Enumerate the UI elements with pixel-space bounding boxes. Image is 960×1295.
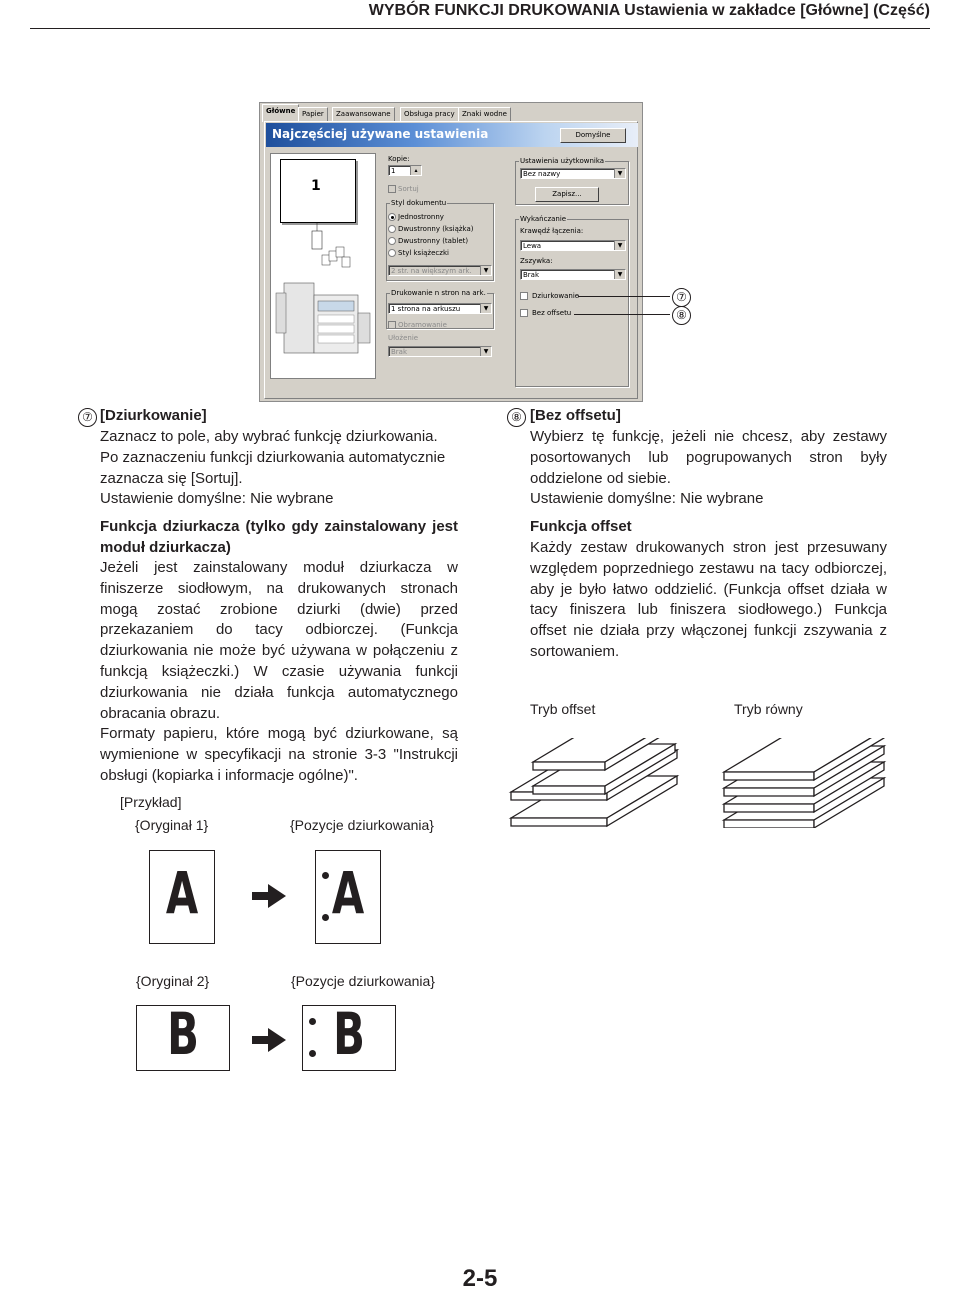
chevron-down-icon[interactable]: ▼ — [614, 270, 625, 279]
chevron-down-icon[interactable]: ▼ — [480, 347, 491, 356]
arrow-right-icon — [252, 1027, 288, 1053]
item-number-8: ⑧ — [507, 408, 526, 427]
original-2-page — [136, 1000, 230, 1071]
radio-duplex-tablet[interactable] — [388, 237, 396, 245]
original-2-label: {Oryginał 2} — [136, 973, 210, 989]
punch-positions-2-label: {Pozycje dziurkowania} — [291, 973, 435, 989]
punch-hole — [322, 872, 329, 879]
page-number: 2-5 — [462, 1265, 498, 1292]
user-settings-select[interactable] — [520, 168, 626, 179]
booklet-select[interactable] — [388, 265, 492, 276]
punched-1-page — [315, 850, 381, 944]
collate-checkbox[interactable] — [388, 185, 396, 193]
callout-leader-8 — [574, 314, 670, 315]
tab-paper[interactable]: Papier — [298, 107, 328, 121]
border-label: Obramowanie — [398, 321, 447, 329]
option-single-sided: Jednostronny — [398, 213, 444, 221]
punched-2-page — [302, 1000, 396, 1071]
offset-checkbox[interactable] — [520, 309, 528, 317]
letter-b-original: B — [167, 1000, 199, 1068]
radio-single-sided[interactable] — [388, 213, 396, 221]
printer-driver-screenshot — [259, 102, 643, 402]
staple-select[interactable] — [520, 269, 626, 280]
paper-formats-note: Formaty papieru, które mogą być dziurkowane, są wymienione w specyfikacji na stronie 3-3 "Instrukcji obsługi (kopiarka i informacje ogólne)". — [100, 725, 458, 784]
page-number: 1 — [311, 178, 321, 194]
user-settings-value: Bez nazwy — [523, 170, 561, 178]
section-title-no-offset: [Bez offsetu] — [530, 407, 621, 424]
nup-label: Drukowanie n stron na ark. — [391, 289, 486, 297]
offset-stack-illustration — [505, 738, 685, 840]
chevron-down-icon[interactable]: ▼ — [614, 241, 625, 250]
callout-8: ⑧ — [672, 306, 691, 325]
chevron-down-icon[interactable]: ▼ — [614, 169, 625, 178]
callout-leader-7 — [578, 296, 670, 297]
doc-style-label: Styl dokumentu — [391, 199, 447, 207]
chevron-down-icon[interactable]: ▼ — [480, 304, 491, 313]
binding-edge-label: Krawędź łączenia: — [520, 227, 584, 235]
letter-a-original: A — [165, 859, 199, 927]
option-duplex-book: Dwustronny (książka) — [398, 225, 474, 233]
no-offset-default: Ustawienie domyślne: Nie wybrane — [530, 490, 764, 507]
page-header-title: WYBÓR FUNKCJI DRUKOWANIA Ustawienia w zakładce [Główne] (Część) — [368, 2, 930, 19]
offset-description: Każdy zestaw drukowanych stron jest przesuwany względem poprzedniego zestawu na tacy odbiorczej, aby je było łatwo oddzielić. (Funkcja offset działa w tacy finiszera lub finiszera siodłowego.) Funkcja offset nie działa przy włączonej funkcji zszywania z sortowaniem. — [530, 539, 887, 660]
punch-default: Ustawienie domyślne: Nie wybrane — [100, 490, 334, 507]
original-1-label: {Oryginał 1} — [135, 817, 209, 833]
copies-value: 1 — [391, 167, 396, 175]
offset-subtitle: Funkcja offset — [530, 518, 632, 535]
no-offset-description: Wybierz tę funkcję, jeżeli nie chcesz, aby zestawy posortowanych lub pogrupowanych stron były oddzielone od siebie. — [530, 428, 887, 487]
user-settings-label: Ustawienia użytkownika — [520, 157, 605, 165]
binding-edge-value: Lewa — [523, 242, 542, 250]
spin-icon[interactable]: ▴ — [410, 166, 421, 175]
original-1-page — [149, 850, 215, 944]
punch-hole — [309, 1018, 316, 1025]
puncher-description: Jeżeli jest zainstalowany moduł dziurkacza w finiszerze siodłowym, na drukowanych stronach mogą zostać zrobione dziurki (dwie) przed przekazaniem do tacy odbiorczej. (Funkcja dziurkowania nie może być używana w połączeniu z funkcją książeczki.) W czasie używania funkcji dziurkowania nie działa funkcja automatycznego obracania obrazu. — [100, 559, 458, 722]
tab-main[interactable]: Główne — [262, 104, 299, 122]
even-stack-illustration — [720, 738, 890, 828]
collate-label: Sortuj — [398, 185, 419, 193]
item-number-7: ⑦ — [78, 408, 97, 427]
tab-watermarks[interactable]: Znaki wodne — [458, 107, 511, 121]
radio-booklet[interactable] — [388, 249, 396, 257]
punch-checkbox[interactable] — [520, 292, 528, 300]
staple-value: Brak — [523, 271, 540, 279]
letter-b-punched: B — [333, 1000, 365, 1068]
option-booklet: Styl książeczki — [398, 249, 449, 257]
border-checkbox[interactable] — [388, 321, 396, 329]
tab-job-handling[interactable]: Obsługa pracy — [400, 107, 459, 121]
banner-title: Najczęściej używane ustawienia — [272, 127, 489, 141]
defaults-button[interactable]: Domyślne — [560, 128, 626, 143]
option-duplex-tablet: Dwustronny (tablet) — [398, 237, 469, 245]
even-mode-label: Tryb równy — [734, 701, 803, 717]
section-title-punch: [Dziurkowanie] — [100, 407, 207, 424]
arrow-right-icon — [252, 883, 288, 909]
chevron-down-icon[interactable]: ▼ — [480, 266, 491, 275]
punch-description: Zaznacz to pole, aby wybrać funkcję dziurkowania. Po zaznaczeniu funkcji dziurkowania automatycznie zaznacza się [Sortuj]. — [100, 428, 446, 487]
nup-select[interactable] — [388, 303, 492, 314]
order-select[interactable] — [388, 346, 492, 357]
copies-label: Kopie: — [388, 155, 410, 163]
tab-bar — [260, 103, 642, 121]
nup-select-value: 1 strona na arkuszu — [391, 305, 461, 313]
puncher-subtitle: Funkcja dziurkacza (tylko gdy zainstalowany jest moduł dziurkacza) — [100, 518, 458, 556]
booklet-select-value: 2 str. na większym ark. — [391, 267, 472, 275]
example-label: [Przykład] — [120, 794, 182, 810]
binding-edge-select[interactable] — [520, 240, 626, 251]
offset-label: Bez offsetu — [532, 309, 572, 317]
page-preview — [280, 159, 356, 223]
radio-duplex-book[interactable] — [388, 225, 396, 233]
punch-label: Dziurkowanie — [532, 292, 580, 300]
copier-illustration — [274, 223, 372, 373]
offset-mode-label: Tryb offset — [530, 701, 596, 717]
save-button[interactable]: Zapisz... — [535, 187, 599, 202]
punch-positions-1-label: {Pozycje dziurkowania} — [290, 817, 434, 833]
callout-7: ⑦ — [672, 288, 691, 307]
copies-input[interactable] — [388, 165, 422, 176]
finishing-label: Wykańczanie — [520, 215, 567, 223]
letter-a-punched: A — [331, 859, 365, 927]
order-label: Ułożenie — [388, 334, 419, 342]
punch-hole — [322, 914, 329, 921]
staple-label: Zszywka: — [520, 257, 553, 265]
order-select-value: Brak — [391, 348, 408, 356]
punch-hole — [309, 1050, 316, 1057]
tab-advanced[interactable]: Zaawansowane — [332, 107, 395, 121]
header-rule — [30, 28, 930, 29]
